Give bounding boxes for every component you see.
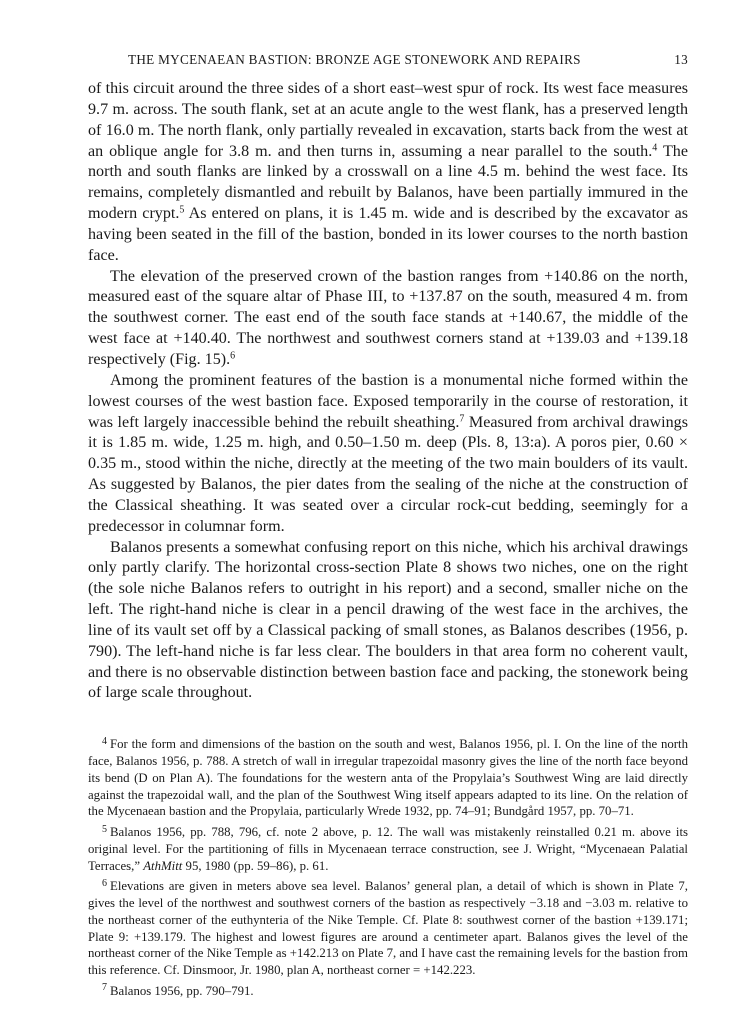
footnotes — [88, 736, 688, 999]
footnote-mark-7: 7 — [102, 982, 107, 994]
paragraph-1 — [88, 79, 688, 267]
main-text — [88, 79, 688, 704]
paragraph-2 — [88, 267, 688, 371]
paragraph-3 — [88, 371, 688, 538]
paragraph-1-text-a: of this circuit around the three sides of a short east–west spur of rock. Its west face measures 9.7 m. across. The south flank, set at an acute angle to the west flank, has a preserved length of 16.0 m. The north flank, only partially revealed in excavation, starts back from the west at an oblique angle for 3.8 m. and then turns in, assuming a near parallel to the south. — [88, 80, 688, 160]
footnote-ref-5[interactable]: 5 — [179, 204, 185, 216]
paragraph-1-text-c: As entered on plans, it is 1.45 m. wide and is described by the excavator as having been seated in the fill of the bastion, bonded in its lower courses to the north bastion face. — [88, 205, 688, 264]
page-number: 13 — [674, 52, 688, 67]
paragraph-3-text-a: Among the prominent features of the bastion is a monumental niche formed within the lowest courses of the west bastion face. Exposed temporarily in the course of restoration, it was left largely inaccessible behind the rebuilt sheathing. — [88, 371, 688, 431]
footnote-mark-5: 5 — [102, 823, 107, 835]
footnote-5 — [88, 824, 688, 874]
footnote-7 — [88, 983, 688, 1000]
footnote-ref-7[interactable]: 7 — [459, 413, 465, 424]
footnote-4-text: For the form and dimensions of the bastion on the south and west, Balanos 1956, pl. I. On the line of the north face, Balanos 1956, p. 788. A stretch of wall in irregular trapezoidal masonry gives the line of the north face beyond its bend (D on Plan A). The foundations for the western anta of the Propylaia’s Southwest Wing are laid directly against the trapezoidal wall, and the plan of the Southwest Wing itself appears adapted to its line. On the relation of the Mycenaean bastion and the Propylaia, particularly Wrede 1932, pp. 74–91; Bundgård 1957, pp. 70–71. — [88, 737, 688, 819]
paragraph-2-text: The elevation of the preserved crown of the bastion ranges from +140.86 on the north, measured east of the square altar of Phase III, to +137.87 on the south, measured 4 m. from the southwest corner. The east end of the south face stands at +140.67, the middle of the west face at +140.40. The northwest and southwest corners stand at +139.03 and +139.18 respectively (Fig. 15). — [88, 267, 688, 368]
footnote-ref-4[interactable]: 4 — [652, 142, 658, 154]
footnote-6 — [88, 878, 688, 979]
footnote-mark-4: 4 — [102, 735, 107, 747]
page — [88, 52, 688, 1000]
footnote-mark-6: 6 — [102, 877, 107, 889]
paragraph-4-text: Balanos presents a somewhat confusing report on this niche, which his archival drawings only partly clarify. The horizontal cross-section Plate 8 shows two niches, one on the right (the sole niche Balanos refers to outright in his report) and a second, smaller niche on the left. The right-hand niche is clear in a pencil drawing of the west face in the archives, the line of its vault set off by a Classical packing of small stones, as Balanos describes (1956, p. 790). The left-hand niche is far less clear. The boulders in that area form no coherent vault, and there is no observable distinction between bastion face and packing, the stonework being of large scale throughout. — [88, 538, 688, 702]
paragraph-3-text-b: Measured from archival drawings it is 1.85 m. wide, 1.25 m. high, and 0.50–1.50 m. deep (Pls. 8, 13:a). A poros pier, 0.60 × 0.35 m., stood within the niche, directly at the meeting of the two main boulders of its vault. As suggested by Balanos, the pier dates from the sealing of the niche at the construction of the Classical sheathing. It was seated over a circular rock-cut bedding, seemingly for a predecessor in columnar form. — [88, 413, 688, 535]
footnote-5-text-b: 95, 1980 (pp. 59–86), p. 61. — [182, 858, 329, 873]
running-title: THE MYCENAEAN BASTION: BRONZE AGE STONEWORK AND REPAIRS — [128, 52, 581, 67]
footnote-ref-6[interactable]: 6 — [230, 350, 236, 362]
footnote-5-journal: AthMitt — [143, 858, 183, 873]
footnote-6-text: Elevations are given in meters above sea level. Balanos’ general plan, a detail of which is shown in Plate 7, gives the level of the northwest and southwest corners of the bastion as respectively −3.18 and −3.03 m. relative to the northeast corner of the euthynteria of the Nike Temple. Cf. Plate 8: southwest corner of the bastion +139.171; Plate 9: +139.179. The highest and lowest figures are around a centimeter apart. Balanos gives the level of the northeast corner of the Nike Temple as +142.213 on Plate 7, and I have cast the remaining levels for the bastion from this reference. Cf. Dinsmoor, Jr. 1980, plan A, northeast corner = +142.223. — [88, 879, 688, 978]
footnote-7-text: Balanos 1956, pp. 790–791. — [110, 983, 254, 998]
paragraph-4 — [88, 538, 688, 705]
running-header — [88, 52, 688, 68]
footnote-5-text-a: Balanos 1956, pp. 788, 796, cf. note 2 above, p. 12. The wall was mistakenly reinstalled 0.21 m. above its original level. For the partitioning of fills in Mycenaean terrace construction, see J. Wright, “Mycenaean Palatial Terraces,” — [88, 825, 688, 873]
footnote-4 — [88, 736, 688, 820]
paragraph-1-text-b: The north and south flanks are linked by a crosswall on a line 4.5 m. behind the west face. Its remains, completely dismantled and rebuilt by Balanos, have been partially immured in the modern crypt. — [88, 142, 688, 223]
